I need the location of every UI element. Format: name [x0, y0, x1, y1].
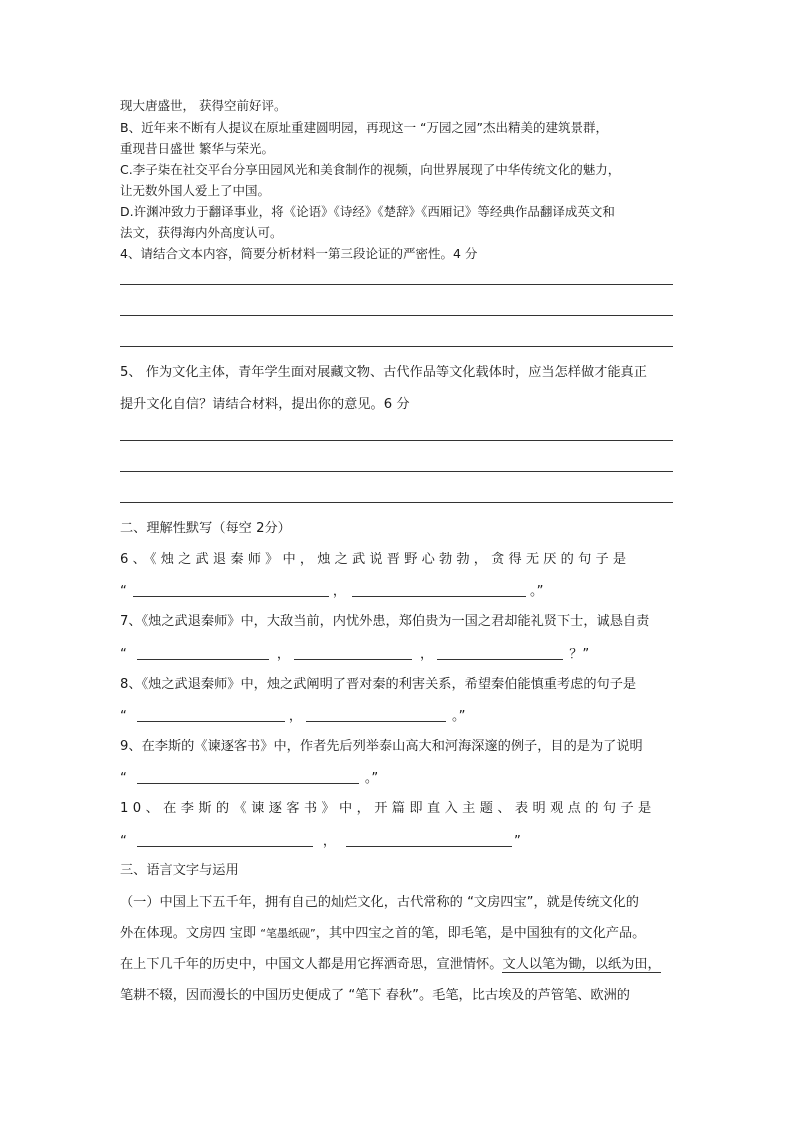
option-b-line1: B、近年来不断有人提议在原址重建圆明园，再现这一 “万园之园”杰出精美的建筑景群，	[120, 120, 609, 135]
fill-blank[interactable]	[133, 582, 329, 597]
answer-line[interactable]	[120, 315, 673, 316]
closing-punct: 。”	[364, 771, 379, 786]
closing-punct: 。”	[452, 709, 466, 724]
question-8-blanks	[120, 707, 465, 726]
fill-blank[interactable]	[352, 582, 526, 597]
closing-punct: ”	[514, 834, 521, 849]
question-4: 4、请结合文本内容，简要分析材料一第三段论证的严密性。4 分	[120, 246, 478, 261]
answer-line[interactable]	[120, 346, 673, 347]
question-5-line1: 5、 作为文化主体，青年学生面对展藏文物、古代作品等文化载体时，应当怎样做才能真正	[120, 365, 647, 380]
fill-blank[interactable]	[137, 645, 269, 660]
question-9-line1: 9、在李斯的《谏逐客书》中，作者先后列举泰山高大和河海深邃的例子，目的是为了说明	[120, 739, 643, 754]
closing-punct: ？”	[569, 647, 590, 662]
option-b-line2: 重现昔日盛世 繁华与荣光。	[120, 141, 274, 156]
option-c-line1: C.李子柒在社交平台分享田园风光和美食制作的视频，向世界展现了中华传统文化的魅力，	[120, 162, 621, 177]
separator: ，	[322, 834, 337, 849]
fill-blank[interactable]	[346, 832, 512, 847]
section-2-heading: 二、理解性默写（每空 2分）	[120, 521, 291, 536]
text-run: 在上下几千年的历史中，中国文人都是用它挥洒奇思，宣泄情怀。	[120, 957, 503, 972]
section-3-paragraph-line4: 笔耕不辍，因而漫长的中国历史便成了 “笔下 春秋”。毛笔，比古埃及的芦管笔、欧洲的	[120, 988, 630, 1003]
fill-blank[interactable]	[137, 769, 359, 784]
fill-blank[interactable]	[137, 707, 285, 722]
option-d-line1: D.许渊冲致力于翻译事业，将《论语》《诗经》《楚辞》《西厢记》等经典作品翻译成英文和	[120, 204, 615, 219]
question-6-blanks	[120, 582, 543, 601]
text-run: ，其中四宝之首的笔，即毛笔，是中国独有的文化产品。	[315, 926, 646, 941]
question-7-line1: 7、《烛之武退秦师》中，大敌当前，内忧外患，郑伯贵为一国之君却能礼贤下士，诚恳自责	[120, 614, 650, 629]
question-8-line1: 8、《烛之武退秦师》中，烛之武阐明了晋对秦的利害关系，希望秦伯能慎重考虑的句子是	[120, 677, 637, 692]
question-6-line1: 6、《烛之武退秦师》中，烛之武说晋野心勃勃，贪得无厌的句子是	[120, 552, 631, 567]
open-quote: “	[120, 771, 127, 786]
option-d-line2: 法文，获得海内外高度认可。	[120, 225, 283, 240]
answer-line[interactable]	[120, 471, 673, 472]
separator: ，	[288, 709, 303, 724]
section-3-paragraph-line1: （一）中国上下五千年，拥有自己的灿烂文化，古代常称的 “文房四宝”，就是传统文化的	[120, 895, 639, 910]
answer-line[interactable]	[120, 502, 673, 503]
section-3-paragraph-line3	[120, 956, 661, 974]
question-10-line1: 10、在李斯的《谏逐客书》中，开篇即直入主题、表明观点的句子是	[120, 801, 656, 816]
closing-punct: 。”	[530, 584, 544, 599]
fill-blank[interactable]	[437, 645, 563, 660]
open-quote: “	[120, 584, 127, 599]
separator: ，	[420, 647, 434, 662]
answer-line[interactable]	[120, 284, 673, 285]
fill-blank[interactable]	[306, 707, 446, 722]
separator: ，	[332, 584, 347, 599]
answer-line[interactable]	[120, 440, 673, 441]
question-7-blanks	[120, 645, 589, 664]
fill-blank[interactable]	[137, 832, 313, 847]
question-5-line2: 提升文化自信？请结合材料，提出你的意见。6 分	[120, 397, 410, 412]
section-3-paragraph-line2	[120, 925, 645, 943]
question-9-blanks	[120, 769, 378, 788]
option-c-line2: 让无数外国人爱上了中国。	[120, 183, 271, 198]
open-quote: “	[120, 709, 127, 724]
open-quote: “	[120, 647, 127, 662]
fill-blank[interactable]	[294, 645, 412, 660]
question-10-blanks	[120, 832, 521, 851]
option-a-tail: 现大唐盛世， 获得空前好评。	[120, 98, 287, 113]
open-quote: “	[120, 834, 127, 849]
underlined-sentence: 文人以笔为锄，以纸为田，	[502, 957, 661, 972]
separator: ，	[276, 647, 291, 662]
quoted-term: “笔墨纸砚”	[260, 927, 316, 940]
text-run: 外在体现。文房四 宝即	[120, 926, 261, 941]
section-3-heading: 三、语言文字与运用	[120, 863, 239, 878]
